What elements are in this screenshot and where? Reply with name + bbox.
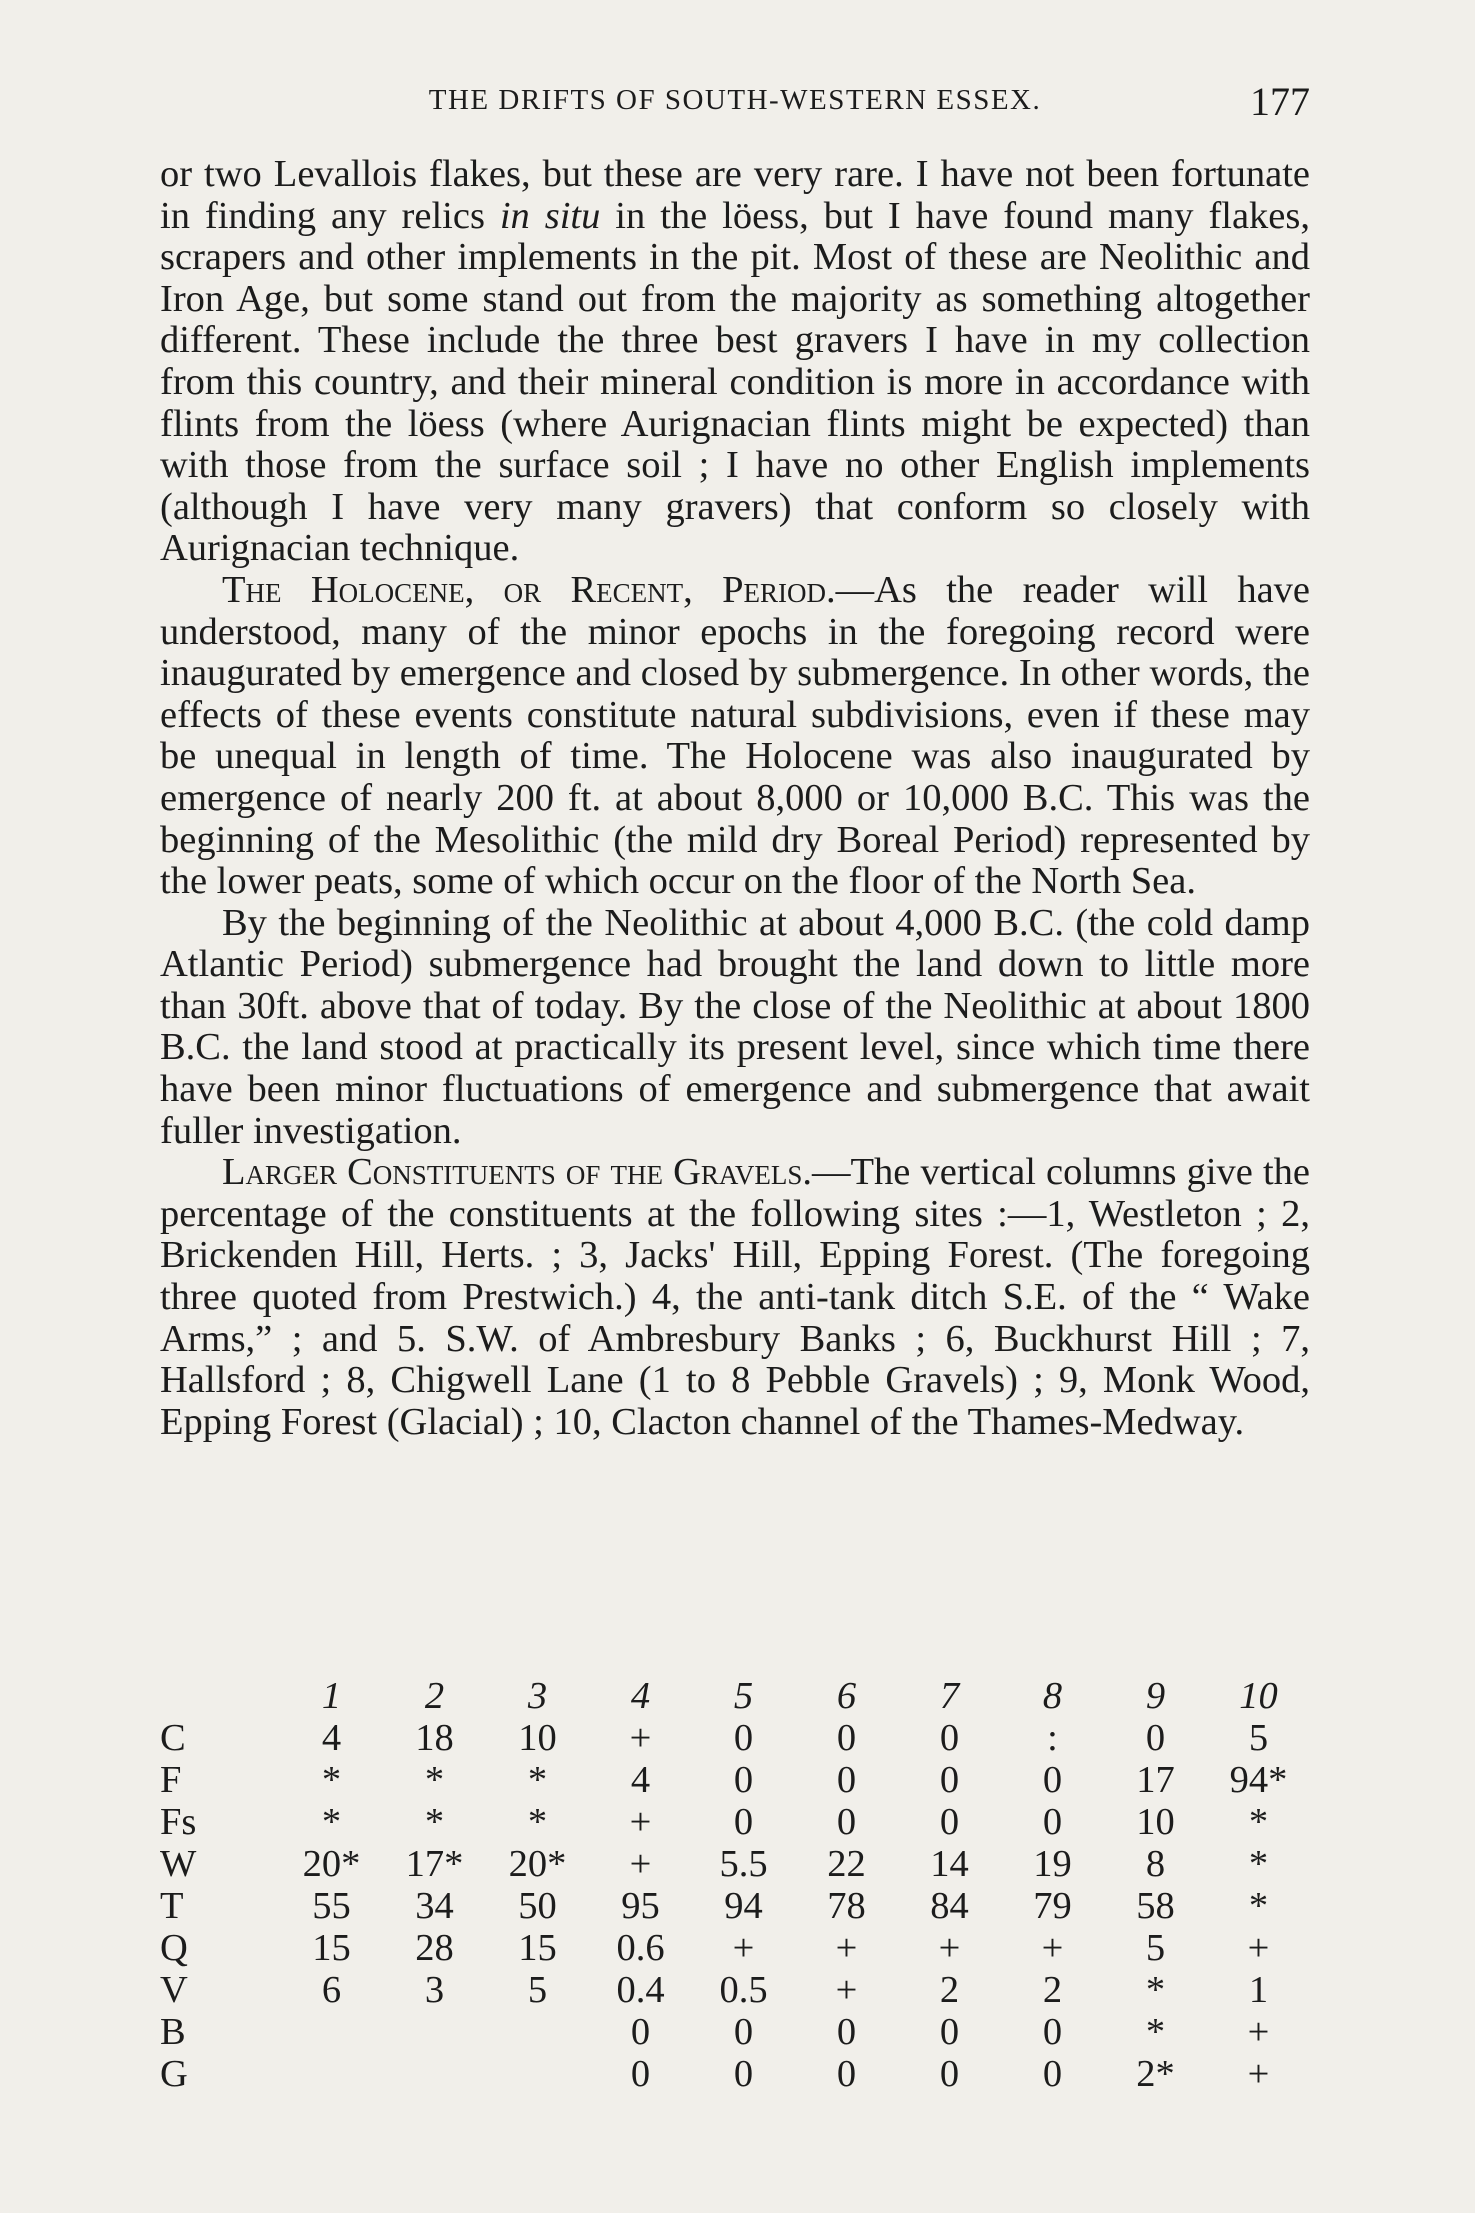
table-cell: 79: [1033, 1885, 1072, 1927]
table-cell: 95: [621, 1885, 660, 1927]
table-cell: 84: [930, 1885, 969, 1927]
table-cell: 4: [321, 1717, 342, 1759]
table-cell: +: [629, 1843, 652, 1885]
table-cell: 0: [939, 2053, 960, 2095]
table-cell: [383, 2053, 486, 2095]
row-label: V: [160, 1969, 188, 2011]
table-cell: *: [527, 1801, 548, 1843]
table-cell: 17*: [405, 1843, 464, 1885]
table-cell: *: [1145, 1969, 1166, 2011]
table-cell: 78: [827, 1885, 866, 1927]
table-cell: 10: [518, 1717, 557, 1759]
table-cell: +: [938, 1927, 961, 1969]
running-head: THE DRIFTS OF SOUTH-WESTERN ESSEX.: [428, 84, 1042, 116]
row-label: G: [160, 2053, 188, 2095]
table-row: [160, 1843, 1310, 1885]
table-cell: 0: [836, 2011, 857, 2053]
table-cell: 58: [1136, 1885, 1175, 1927]
paragraph-text: —As the reader will have understood, many of the minor epochs in the foregoing record were inaugurated by emergence and closed by submergence. In other words, the effects of these events constitute natural subdivisions, even if these may be unequal in length of time. The Holocene was also inaugurated by emergence of nearly 200 ft. at about 8,000 or 10,000 B.C. This was the beginning of the Mesolithic (the mild dry Boreal Period) represented by the lower peats, some of which occur on the floor of the North Sea.: [160, 568, 1311, 903]
table-cell: 20*: [508, 1843, 567, 1885]
paragraph-holocene: [160, 570, 1310, 903]
italic-phrase: in situ: [499, 194, 601, 237]
paragraph-loess-finds: [160, 154, 1310, 570]
table-cell: 18: [415, 1717, 454, 1759]
table-cell: 6: [321, 1969, 342, 2011]
table-cell: 17: [1136, 1759, 1175, 1801]
table-cell: 10: [1136, 1801, 1175, 1843]
row-label: Fs: [160, 1801, 197, 1843]
table-cell: 15: [312, 1927, 351, 1969]
table-cell: +: [732, 1927, 755, 1969]
column-header: 5: [733, 1675, 754, 1717]
table-cell: *: [321, 1801, 342, 1843]
table-cell: 2*: [1136, 2053, 1175, 2095]
table-row: [160, 1801, 1310, 1843]
row-label: Q: [160, 1927, 188, 1969]
table-cell: 0.4: [616, 1969, 665, 2011]
table-cell: +: [835, 1969, 858, 2011]
table-cell: 0: [836, 2053, 857, 2095]
column-header: 10: [1239, 1675, 1278, 1717]
paragraph-neolithic: [160, 903, 1310, 1153]
table-cell: 5: [527, 1969, 548, 2011]
column-header: 7: [939, 1675, 960, 1717]
table-cell: +: [629, 1717, 652, 1759]
table-cell: +: [1247, 1927, 1270, 1969]
column-header: 1: [321, 1675, 342, 1717]
table-cell: 0: [836, 1759, 857, 1801]
table-cell: 5: [1248, 1717, 1269, 1759]
column-header: 3: [527, 1675, 548, 1717]
row-label: B: [160, 2011, 186, 2053]
section-heading: The Holocene, or Recent, Period.: [222, 568, 836, 611]
table-cell: 94: [724, 1885, 763, 1927]
column-header: 2: [424, 1675, 445, 1717]
table-cell: +: [835, 1927, 858, 1969]
table-cell: 8: [1145, 1843, 1166, 1885]
table-cell: 0: [733, 2011, 754, 2053]
table-cell: 4: [630, 1759, 651, 1801]
table-cell: 0: [1145, 1717, 1166, 1759]
table-cell: [383, 2011, 486, 2053]
table-cell: 0: [939, 1717, 960, 1759]
table-cell: 0: [733, 2053, 754, 2095]
paragraph-text: By the beginning of the Neolithic at about 4,000 B.C. (the cold damp Atlantic Period) submergence had brought the land down to little more than 30ft. above that of today. By the close of the Neolithic at about 1800 B.C. the land stood at practically its present level, since which time there have been minor fluctuations of emergence and submergence that await fuller investigation.: [160, 901, 1310, 1152]
table-cell: 15: [518, 1927, 557, 1969]
table-cell: 94*: [1229, 1759, 1288, 1801]
table-cell: 0: [939, 1759, 960, 1801]
table-cell: 1: [1248, 1969, 1269, 2011]
table-header-row: [160, 1675, 1310, 1717]
row-label: C: [160, 1717, 186, 1759]
table-cell: 20*: [302, 1843, 361, 1885]
table-cell: 0: [630, 2011, 651, 2053]
constituents-table: [160, 1675, 1310, 2095]
table-cell: 28: [415, 1927, 454, 1969]
table-cell: 0: [630, 2053, 651, 2095]
table-cell: [280, 2053, 383, 2095]
table-cell: 0: [836, 1717, 857, 1759]
row-label: F: [160, 1759, 182, 1801]
table-cell: *: [527, 1759, 548, 1801]
table-cell: 0: [733, 1717, 754, 1759]
table-cell: +: [629, 1801, 652, 1843]
paragraph-text: —The vertical columns give the percentage of the constituents at the following sites :—1, Westleton ; 2, Brickenden Hill, Herts. ; 3, Jacks' Hill, Epping Forest. (The foregoing three quoted from Prestwich.) 4, the anti-tank ditch S.E. of the “ Wake Arms,” ; and 5. S.W. of Ambresbury Banks ; 6, Buckhurst Hill ; 7, Hallsford ; 8, Chigwell Lane (1 to 8 Pebble Gravels) ; 9, Monk Wood, Epping Forest (Glacial) ; 10, Clacton channel of the Thames-Medway.: [160, 1151, 1310, 1443]
page-number: 177: [1250, 79, 1310, 124]
body-text: [160, 154, 1310, 1443]
row-label: W: [160, 1843, 197, 1885]
table-row: [160, 1759, 1310, 1801]
table-cell: +: [1247, 2053, 1270, 2095]
table-cell: *: [321, 1759, 342, 1801]
table-cell: *: [1248, 1801, 1269, 1843]
paragraph-text: in the löess, but I have found many flakes, scrapers and other implements in the pit. Most of these are Neolithic and Iron Age, but some stand out from the majority as something altogether different. These include the three best gravers I have in my collection from this country, and their mineral condition is more in accordance with flints from the löess (where Aurignacian flints might be expected) than with those from the surface soil ; I have no other English implements (although I have very many gravers) that conform so closely with Aurignacian technique.: [160, 194, 1310, 570]
table-cell: 0: [1042, 2053, 1063, 2095]
column-header: 8: [1042, 1675, 1063, 1717]
table-row: [160, 1969, 1310, 2011]
table-cell: 0: [836, 1801, 857, 1843]
table-row: [160, 2053, 1310, 2095]
table-row: [160, 1927, 1310, 1969]
table-cell: 0: [1042, 1759, 1063, 1801]
table-cell: 0: [733, 1759, 754, 1801]
table-cell: 3: [424, 1969, 445, 2011]
table-cell: 34: [415, 1885, 454, 1927]
table-cell: 0: [1042, 1801, 1063, 1843]
column-header: 6: [836, 1675, 857, 1717]
table-cell: *: [424, 1801, 445, 1843]
table-row: [160, 2011, 1310, 2053]
page-header: [160, 78, 1310, 128]
table-cell: +: [1247, 2011, 1270, 2053]
table-cell: 0: [939, 2011, 960, 2053]
section-heading: Larger Constituents of the Gravels.: [222, 1151, 813, 1194]
table-cell: :: [1047, 1717, 1058, 1759]
table-cell: *: [424, 1759, 445, 1801]
table-cell: [280, 2011, 383, 2053]
table-cell: 5.5: [719, 1843, 768, 1885]
table-cell: 0: [939, 1801, 960, 1843]
table-cell: 2: [939, 1969, 960, 2011]
table-cell: +: [1041, 1927, 1064, 1969]
table-cell: 22: [827, 1843, 866, 1885]
table-cell: 5: [1145, 1927, 1166, 1969]
table-cell: 50: [518, 1885, 557, 1927]
table-cell: *: [1145, 2011, 1166, 2053]
table-cell: 55: [312, 1885, 351, 1927]
table-cell: 14: [930, 1843, 969, 1885]
table-cell: 0.5: [719, 1969, 768, 2011]
table-cell: 0: [733, 1801, 754, 1843]
table-cell: 19: [1033, 1843, 1072, 1885]
table-cell: 0: [1042, 2011, 1063, 2053]
table-body: [160, 1717, 1310, 2095]
table-cell: [486, 2011, 589, 2053]
paragraph-gravels: [160, 1152, 1310, 1443]
table-cell: 0.6: [616, 1927, 665, 1969]
constituents-table-wrap: [160, 1675, 1310, 2095]
table-row: [160, 1717, 1310, 1759]
column-header: 9: [1145, 1675, 1166, 1717]
table-row: [160, 1885, 1310, 1927]
column-header: 4: [630, 1675, 651, 1717]
paragraph-text: or two Levallois flakes, but these are very rare. I have not been fortunate in finding any relics: [160, 153, 1310, 237]
table-cell: 2: [1042, 1969, 1063, 2011]
table-corner: [160, 1675, 280, 1717]
table-cell: *: [1248, 1843, 1269, 1885]
row-label: T: [160, 1885, 184, 1927]
table-cell: *: [1248, 1885, 1269, 1927]
table-cell: [486, 2053, 589, 2095]
